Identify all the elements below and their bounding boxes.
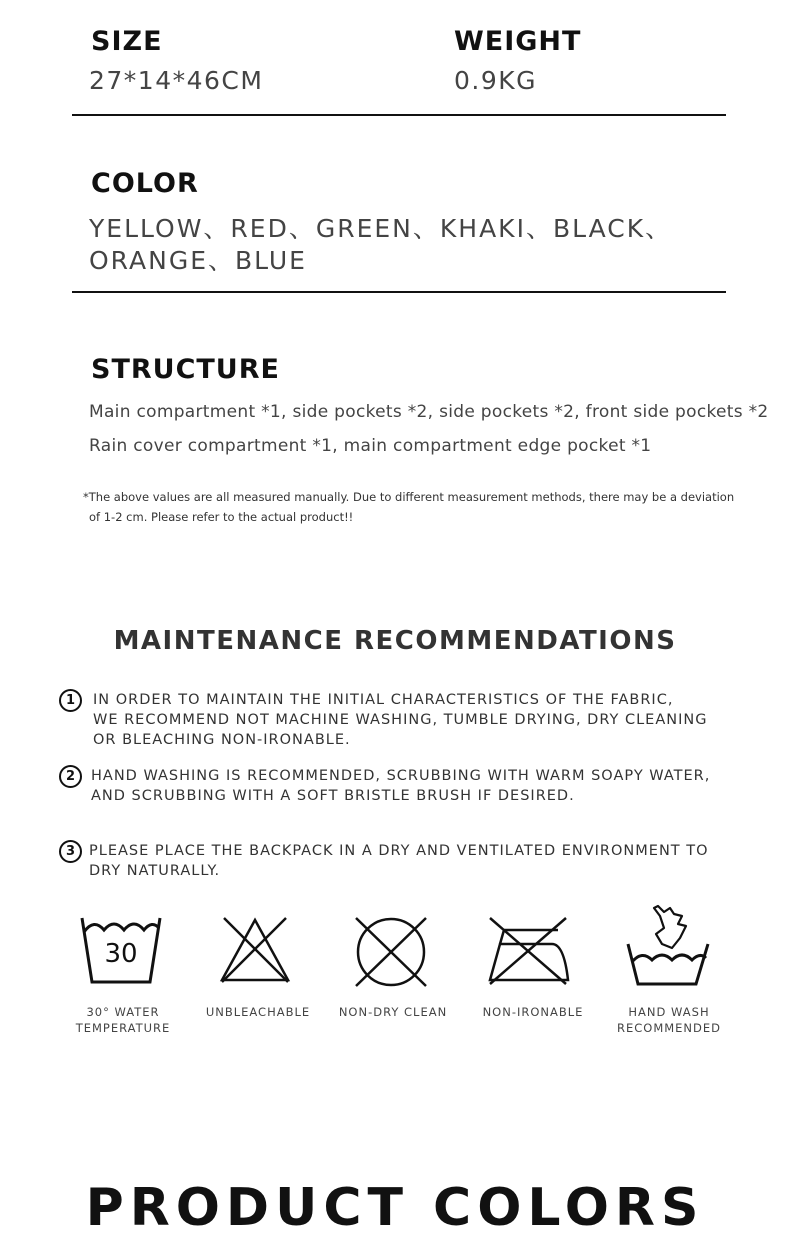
no-bleach-icon [218, 914, 292, 986]
step-number: 2 [59, 765, 82, 788]
structure-line2: Rain cover compartment *1, main compartment edge pocket *1 [89, 436, 652, 456]
caption-line: TEMPERATURE [75, 1021, 171, 1035]
structure-label: STRUCTURE [91, 354, 280, 385]
size-value: 27*14*46CM [89, 66, 264, 95]
caption-line: HAND WASH [628, 1005, 710, 1019]
care-caption-2 [198, 1004, 318, 1020]
measurement-note-line2: of 1-2 cm. Please refer to the actual product!! [89, 510, 354, 524]
color-values-line1: YELLOW、RED、GREEN、KHAKI、BLACK、 [89, 214, 673, 243]
maintenance-line: HAND WASHING IS RECOMMENDED, SCRUBBING WITH WARM SOAPY WATER, [91, 768, 711, 784]
caption-line: NON-DRY CLEAN [338, 1005, 448, 1019]
maintenance-item-3 [89, 841, 709, 881]
maintenance-title: MAINTENANCE RECOMMENDATIONS [113, 626, 677, 656]
weight-label: WEIGHT [454, 26, 582, 57]
divider [72, 114, 726, 116]
care-caption-5 [609, 1004, 729, 1036]
maintenance-line: PLEASE PLACE THE BACKPACK IN A DRY AND VENTILATED ENVIRONMENT TO [89, 843, 709, 859]
divider [72, 291, 726, 293]
size-label: SIZE [91, 26, 163, 57]
step-number: 3 [59, 840, 82, 863]
no-iron-icon [486, 914, 572, 988]
caption-line: 30° WATER [86, 1005, 160, 1019]
maintenance-item-2 [91, 766, 710, 806]
maintenance-line: OR BLEACHING NON-IRONABLE. [93, 732, 351, 748]
product-colors-title: PRODUCT COLORS [85, 1178, 705, 1238]
caption-line: RECOMMENDED [616, 1021, 722, 1035]
maintenance-line: WE RECOMMEND NOT MACHINE WASHING, TUMBLE DRYING, DRY CLEANING [93, 712, 708, 728]
care-caption-4 [472, 1004, 594, 1020]
maintenance-line: IN ORDER TO MAINTAIN THE INITIAL CHARACTERISTICS OF THE FABRIC, [93, 692, 674, 708]
wash-30-icon [80, 912, 162, 988]
care-caption-3 [333, 1004, 453, 1020]
maintenance-line: AND SCRUBBING WITH A SOFT BRISTLE BRUSH IF DESIRED. [91, 788, 575, 804]
no-dry-clean-icon [352, 914, 430, 990]
care-caption-1 [68, 1004, 178, 1036]
weight-value: 0.9KG [454, 66, 538, 95]
color-values-line2: ORANGE、BLUE [89, 246, 307, 275]
maintenance-line: DRY NATURALLY. [89, 863, 221, 879]
structure-line1: Main compartment *1, side pockets *2, side pockets *2, front side pockets *2 [89, 402, 769, 422]
caption-line: NON-IRONABLE [482, 1005, 584, 1019]
wash-temperature-number: 30 [104, 939, 138, 969]
color-label: COLOR [91, 168, 199, 199]
hand-wash-icon [626, 904, 712, 988]
step-number: 1 [59, 689, 82, 712]
measurement-note-line1: *The above values are all measured manually. Due to different measurement methods, there may be a deviation [83, 490, 735, 504]
maintenance-item-1 [93, 690, 707, 750]
caption-line: UNBLEACHABLE [205, 1005, 311, 1019]
